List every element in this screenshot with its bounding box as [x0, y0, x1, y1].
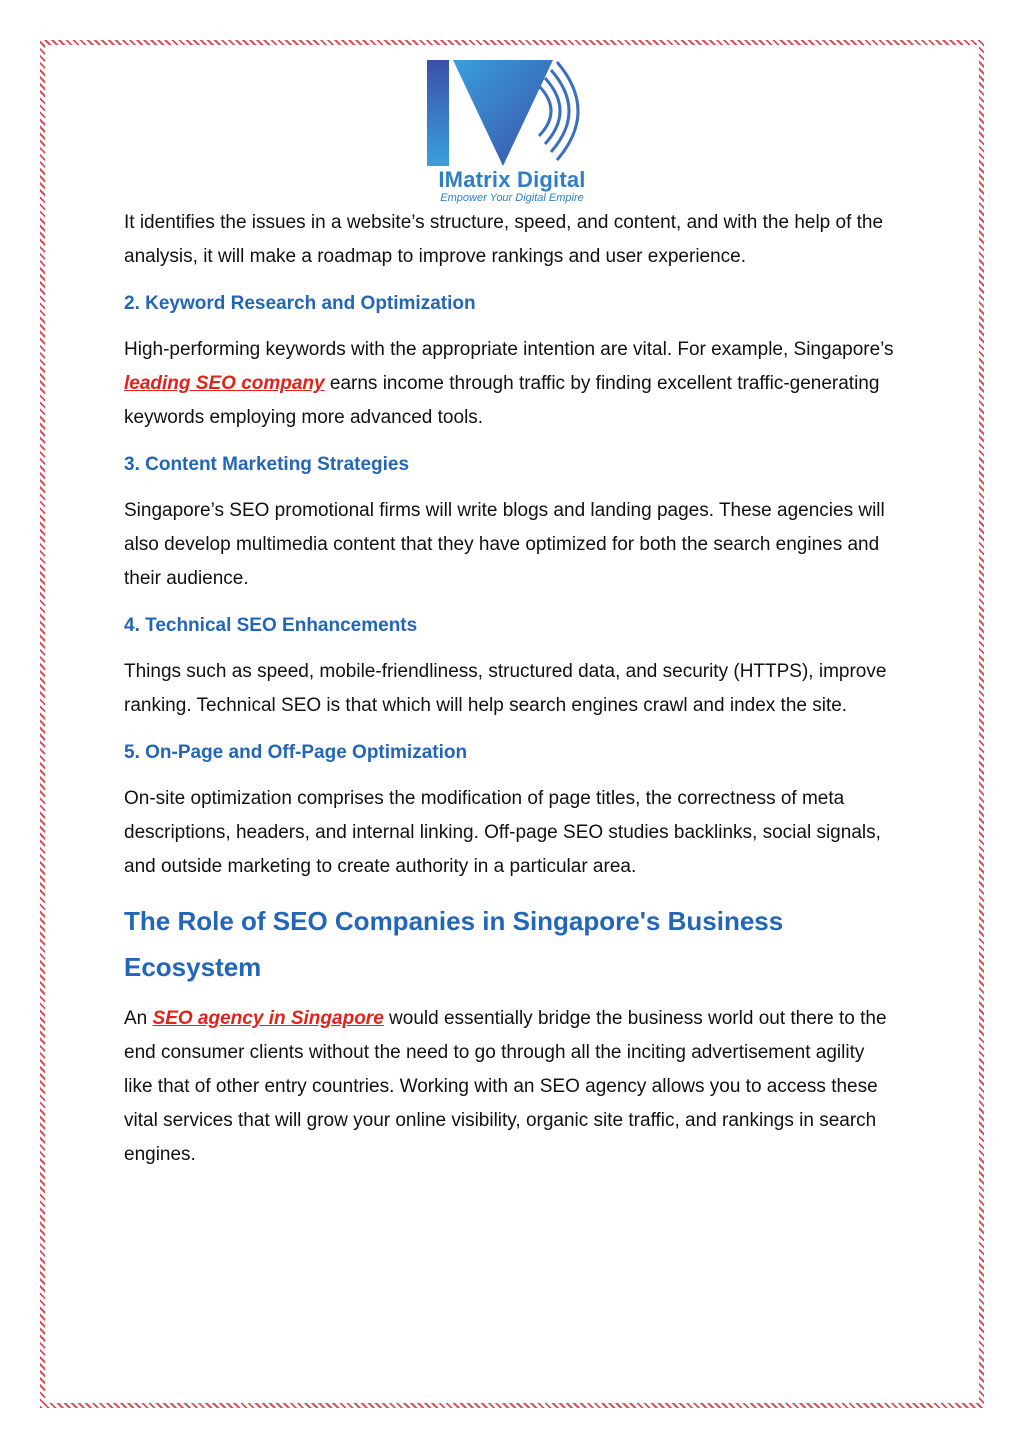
role-heading: The Role of SEO Companies in Singapore's Business Ecosystem: [124, 906, 784, 982]
keyword-research-paragraph: [124, 333, 894, 435]
paragraph-text: High-performing keywords with the appropriate intention are vital. For example, Singapore’s: [124, 339, 894, 360]
company-logo: [412, 56, 612, 212]
paragraph-text: earns income through traffic by finding excellent traffic-generating keywords employing more advanced tools.: [124, 373, 880, 428]
technical-seo-paragraph: Things such as speed, mobile-friendliness, structured data, and security (HTTPS), improve ranking. Technical SEO is that which will help search engines crawl and index the site.: [124, 661, 887, 716]
section-heading-on-off-page: 5. On-Page and Off-Page Optimization: [124, 742, 468, 763]
section-heading-content-marketing: 3. Content Marketing Strategies: [124, 454, 410, 475]
section-heading-keyword-research: 2. Keyword Research and Optimization: [124, 293, 476, 314]
intro-paragraph: It identifies the issues in a website’s structure, speed, and content, and with the help of the analysis, it will make a roadmap to improve rankings and user experience.: [124, 212, 884, 267]
article-content: [124, 206, 894, 1185]
leading-seo-company-link[interactable]: leading SEO company: [124, 373, 325, 394]
paragraph-text: An: [124, 1008, 153, 1029]
logo-mark-icon: [419, 56, 605, 166]
paragraph-text: would essentially bridge the business world out there to the end consumer clients without the need to go through all the inciting advertisement agility like that of other entry countries. Working with an SEO agency allows you to access these vital services that will grow your online visibility, organic site traffic, and rankings in search engines.: [124, 1008, 887, 1165]
on-off-page-paragraph: On-site optimization comprises the modification of page titles, the correctness of meta descriptions, headers, and internal linking. Off-page SEO studies backlinks, social signals, and outside marketing to create authority in a particular area.: [124, 788, 881, 877]
section-heading-technical-seo: 4. Technical SEO Enhancements: [124, 615, 418, 636]
seo-agency-singapore-link[interactable]: SEO agency in Singapore: [152, 1008, 384, 1029]
logo-name: IMatrix Digital: [438, 167, 586, 192]
role-paragraph: [124, 1002, 894, 1172]
logo-tagline: Empower Your Digital Empire: [440, 192, 584, 204]
content-marketing-paragraph: Singapore’s SEO promotional firms will write blogs and landing pages. These agencies will also develop multimedia content that they have optimized for both the search engines and their audience.: [124, 500, 885, 589]
